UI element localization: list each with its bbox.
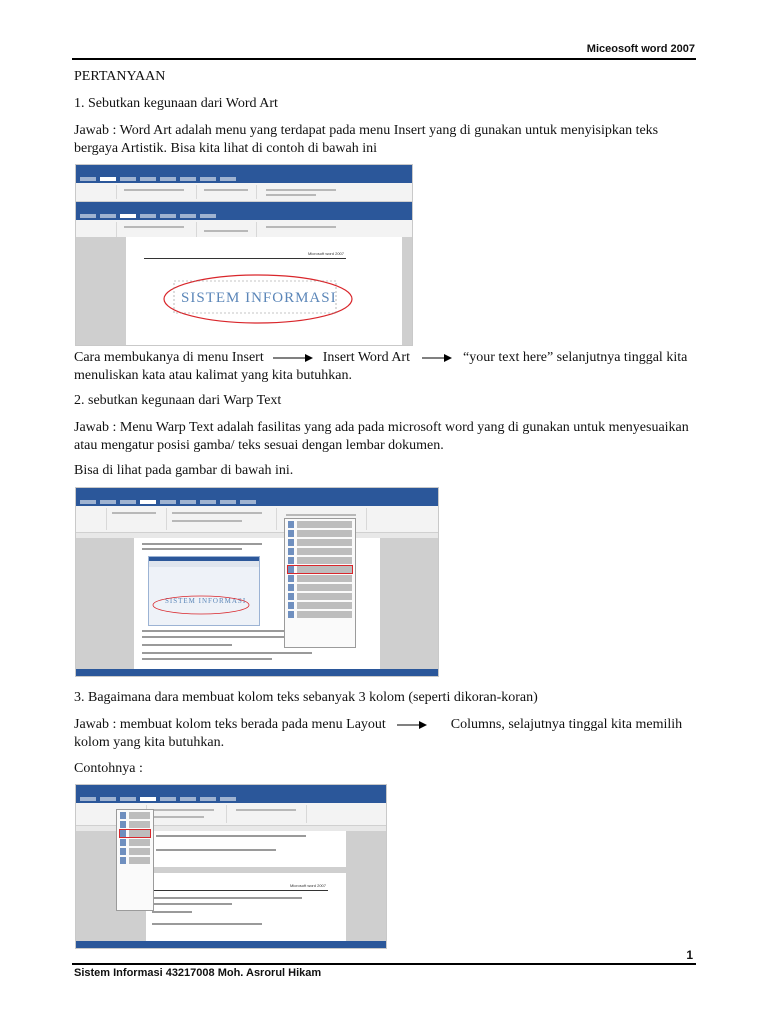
mini-page-header-2: Microsoft word 2007 <box>289 883 326 888</box>
instruction-insert: Cara membukanya di menu Insert <box>74 350 264 365</box>
answer-3-line1 <box>74 716 696 734</box>
instruction-insert-wordart: Insert Word Art <box>322 350 410 365</box>
answer-2-see: Bisa di lihat pada gambar di bawah ini. <box>74 463 294 478</box>
mini-page-header: Microsoft word 2007 <box>307 251 344 256</box>
arrow-icon <box>422 353 452 363</box>
answer-2: Jawab : Menu Warp Text adalah fasilitas yang ada pada microsoft word yang di gunakan untuk menyesuaikan atau mengatur posisi gamba/ teks sesuai dengan lembar dokumen. <box>74 420 689 453</box>
answer-1-open-line2: menuliskan kata atau kalimat yang kita butuhkan. <box>74 368 352 383</box>
answer-3-layout: Jawab : membuat kolom teks berada pada menu Layout <box>74 717 386 732</box>
question-3: 3. Bagaimana dara membuat kolom teks sebanyak 3 kolom (seperti dikoran-koran) <box>74 690 538 705</box>
wordart-screenshot <box>75 164 413 346</box>
answer-1-open-line1 <box>74 349 696 367</box>
wordart-sample-text-small: SISTEM INFORMASI <box>165 597 247 605</box>
header-rule <box>72 58 696 60</box>
footer-rule <box>72 963 696 965</box>
wraptext-dropdown <box>284 518 356 648</box>
question-2: 2. sebutkan kegunaan dari Warp Text <box>74 393 282 408</box>
answer-3-columns: Columns, selajutnya tinggal kita memilih <box>450 717 683 732</box>
instruction-your-text: “your text here” selanjutnya tinggal kita <box>463 350 688 365</box>
wraptext-screenshot <box>75 487 439 677</box>
answer-1: Jawab : Word Art adalah menu yang terdapat pada menu Insert yang di gunakan untuk menyisipkan teks bergaya Artistik. Bisa kita lihat di contoh di bawah ini <box>74 123 659 156</box>
page-header-title: Miceosoft word 2007 <box>586 43 695 55</box>
page-number: 1 <box>686 948 693 962</box>
columns-screenshot <box>75 784 387 949</box>
section-heading: PERTANYAAN <box>74 69 166 84</box>
arrow-icon <box>397 720 427 730</box>
footer-author: Sistem Informasi 43217008 Moh. Asrorul Hikam <box>74 967 322 979</box>
columns-dropdown <box>116 809 154 911</box>
wordart-sample-text: SISTEM INFORMASI <box>181 290 337 306</box>
answer-3-line2: kolom yang kita butuhkan. <box>74 735 225 750</box>
arrow-icon <box>273 353 313 363</box>
example-label: Contohnya : <box>74 761 143 776</box>
question-1: 1. Sebutkan kegunaan dari Word Art <box>74 96 278 111</box>
